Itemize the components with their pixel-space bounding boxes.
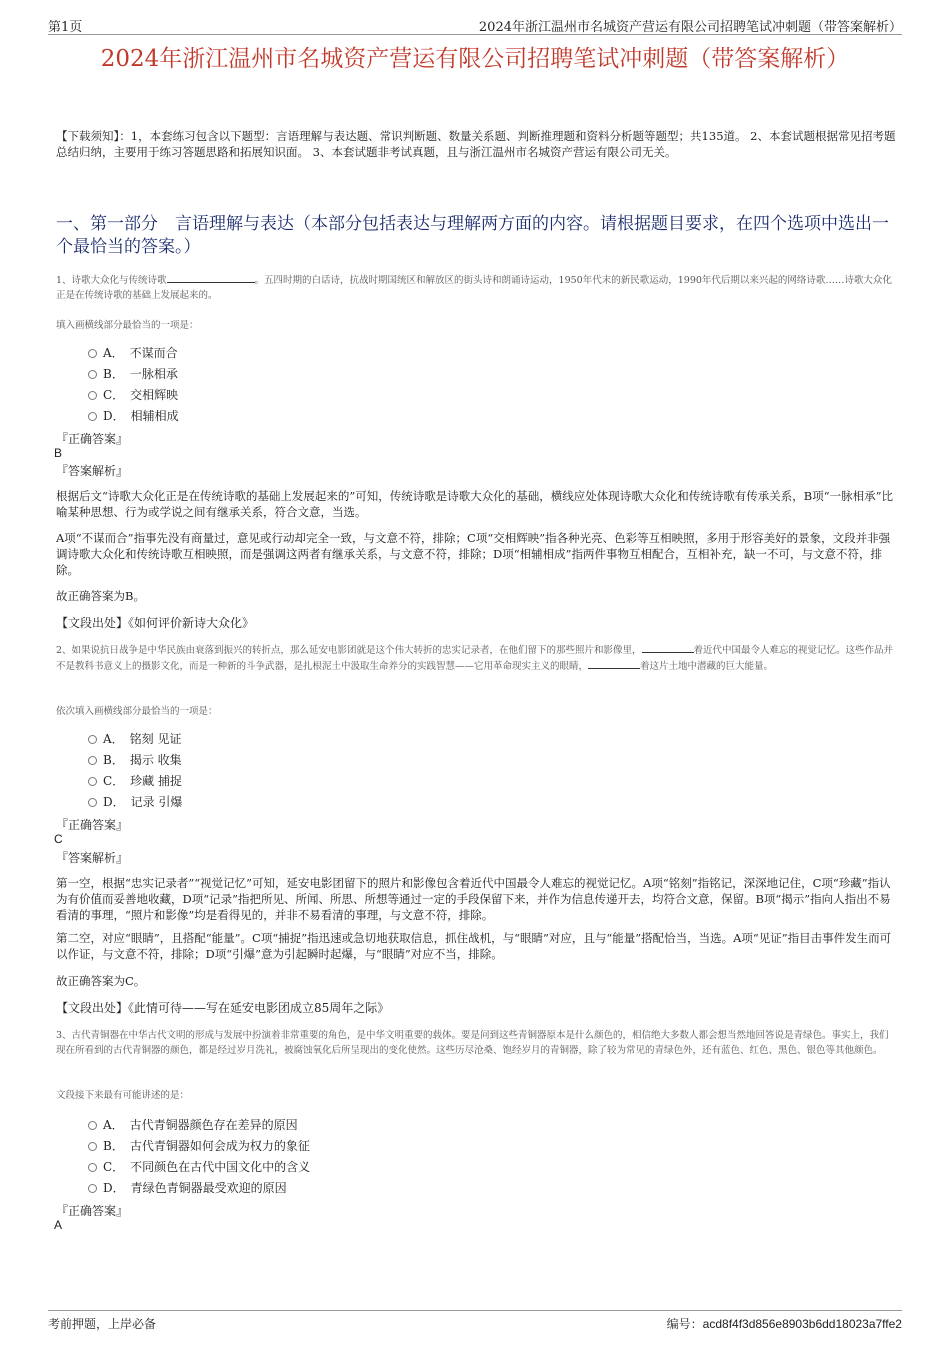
- q1-analysis-1: 根据后文“诗歌大众化正是在传统诗歌的基础上发展起来的”可知，传统诗歌是诗歌大众化的基础，横线应处体现诗歌大众化和传统诗歌有传承关系，B项“一脉相承”比喻某种思想、行为或学说之间有继承关系，符合文意，当选。: [56, 489, 893, 519]
- q1-option-b[interactable]: [88, 366, 178, 382]
- q2-analysis-1: 第一空，根据“忠实记录者”“视觉记忆”可知，延安电影团留下的照片和影像包含着近代中国最令人难忘的视觉记忆。A项“铭刻”指铭记，深深地记住，C项“珍藏”指认为有价值而妥善地收藏，D项“记录”指把所见、所闻、所思、所想等通过一定的手段保留下来，并作为信息传递开去，均符合文意，保留。B项“揭示”指向人指出不易看清的事理，“照片和影像”均是看得见的，并非不易看清的事理，与文意不符，排除。: [56, 876, 891, 922]
- radio-icon[interactable]: [88, 1184, 97, 1193]
- q2-option-c[interactable]: [88, 773, 182, 789]
- footer-slogan: 考前押题，上岸必备: [48, 1317, 157, 1331]
- answer-label: 『正确答案』: [56, 1204, 129, 1218]
- page-footer: [48, 1310, 902, 1331]
- download-notice: 【下载须知】：1，本套练习包含以下题型：言语理解与表达题、常识判断题、数量关系题、判断推理题和资料分析题等题型；共135道。 2、本套试题根据常见招考题总结归纳，主要用于练习答题思路和拓展知识面。 3、本套试题非考试真题，且与浙江温州市名城资产营运有限公司无关。: [56, 129, 896, 159]
- analysis-label: 『答案解析』: [56, 464, 129, 478]
- q1-answer: B: [54, 446, 63, 460]
- question-1-blank: [167, 272, 255, 283]
- q1-option-c[interactable]: [88, 387, 178, 403]
- q3-answer: A: [54, 1218, 63, 1232]
- option-label: B． 古代青铜器如何会成为权力的象征: [103, 1139, 310, 1153]
- option-label: D． 记录 引爆: [103, 795, 183, 809]
- page-header: [48, 14, 902, 35]
- option-label: A． 古代青铜器颜色存在差异的原因: [103, 1118, 298, 1132]
- q1-analysis-2: A项“不谋而合”指事先没有商量过，意见或行动却完全一致，与文意不符，排除；C项“交相辉映”指各种光亮、色彩等互相映照，多用于形容美好的景象，文段并非强调诗歌大众化和传统诗歌互相映照，而是强调这两者有继承关系，与文意不符，排除；D项“相辅相成”指两件事物互相配合，互相补充，缺一不可，与文意不符，排除。: [56, 531, 891, 577]
- q1-analysis-3: 故正确答案为B。: [56, 589, 145, 603]
- option-label: B． 一脉相承: [103, 367, 178, 381]
- question-1-stem-start: 1、诗歌大众化与传统诗歌: [56, 275, 167, 286]
- radio-icon[interactable]: [88, 777, 97, 786]
- q1-option-d[interactable]: [88, 408, 179, 424]
- question-3-prompt: 文段接下来最有可能讲述的是：: [56, 1090, 190, 1101]
- radio-icon[interactable]: [88, 370, 97, 379]
- option-label: D． 青绿色青铜器最受欢迎的原因: [103, 1181, 287, 1195]
- option-label: A． 不谋而合: [103, 346, 178, 360]
- q3-option-a[interactable]: [88, 1117, 298, 1133]
- q2-answer: C: [54, 832, 63, 846]
- question-1-prompt: 填入画横线部分最恰当的一项是：: [56, 320, 199, 331]
- q2-option-a[interactable]: [88, 731, 181, 747]
- section-heading: 一、第一部分 言语理解与表达（本部分包括表达与理解两方面的内容。请根据题目要求，在四个选项中选出一个最恰当的答案。）: [56, 214, 889, 257]
- option-label: C． 交相辉映: [103, 388, 179, 402]
- question-2-stem-mid: 着近代中国最令人难忘的视觉记忆。这些作品并不是教科书意义上的摄影文化，而是一种新的斗争武器，是扎根泥土中汲取生命养分的实践智慧——它用革命现实主义的眼睛，: [56, 645, 894, 672]
- q3-option-b[interactable]: [88, 1138, 310, 1154]
- question-1-stem-end: 。五四时期的白话诗，抗战时期国统区和解放区的街头诗和朗诵诗运动，1950年代末的新民歌运动，1990年代后期以来兴起的网络诗歌……诗歌大众化正是在传统诗歌的基础上发展起来的。: [56, 275, 892, 301]
- document-title: 2024年浙江温州市名城资产营运有限公司招聘笔试冲刺题（带答案解析）: [100, 46, 850, 72]
- page-number: 第1页: [48, 20, 83, 35]
- answer-label: 『正确答案』: [56, 432, 129, 446]
- question-2-stem-start: 2、如果说抗日战争是中华民族由衰落到振兴的转折点，那么延安电影团就是这个伟大转折的忠实记录者，在他们留下的那些照片和影像里，: [56, 645, 642, 656]
- q3-option-d[interactable]: [88, 1180, 287, 1196]
- radio-icon[interactable]: [88, 756, 97, 765]
- analysis-label: 『答案解析』: [56, 851, 129, 865]
- q1-option-a[interactable]: [88, 345, 178, 361]
- question-2-prompt: 依次填入画横线部分最恰当的一项是：: [56, 706, 218, 717]
- question-2-blank-2: [588, 658, 640, 669]
- radio-icon[interactable]: [88, 798, 97, 807]
- q2-option-b[interactable]: [88, 752, 182, 768]
- radio-icon[interactable]: [88, 349, 97, 358]
- question-2-blank-1: [642, 642, 694, 653]
- question-1: [56, 272, 896, 303]
- radio-icon[interactable]: [88, 1163, 97, 1172]
- q2-analysis-3: 故正确答案为C。: [56, 974, 146, 988]
- question-2: [56, 642, 896, 674]
- answer-label: 『正确答案』: [56, 818, 129, 832]
- radio-icon[interactable]: [88, 391, 97, 400]
- option-label: C． 珍藏 捕捉: [103, 774, 182, 788]
- radio-icon[interactable]: [88, 1142, 97, 1151]
- option-label: A． 铭刻 见证: [103, 732, 182, 746]
- q1-source: 【文段出处】《如何评价新诗大众化》: [56, 616, 255, 630]
- q2-analysis-2: 第二空，对应“眼睛”，且搭配“能量”。C项“捕捉”指迅速或急切地获取信息，抓住战机，与“眼睛”对应，且与“能量”搭配恰当，当选。A项“见证”指目击事件发生而可以作证，与文意不符，排除；D项“引爆”意为引起瞬时起爆，与“眼睛”对应不当，排除。: [56, 931, 892, 961]
- question-3: 3、古代青铜器在中华古代文明的形成与发展中扮演着非常重要的角色，是中华文明重要的载体。要是问到这些青铜器原本是什么颜色的，相信绝大多数人都会想当然地回答说是青绿色。事实上，我们现在所看到的古代青铜器的颜色，都是经过岁月洗礼，被腐蚀氧化后所呈现出的变化使然。这些历尽沧桑、饱经岁月的青铜器，除了较为常见的青绿色外，还有蓝色、红色、黑色、银色等其他颜色。: [56, 1030, 889, 1056]
- question-2-stem-end: 着这片土地中潜藏的巨大能量。: [640, 661, 774, 672]
- radio-icon[interactable]: [88, 735, 97, 744]
- q2-option-d[interactable]: [88, 794, 182, 810]
- header-doc-title: 2024年浙江温州市名城资产营运有限公司招聘笔试冲刺题（带答案解析）: [478, 20, 902, 35]
- q2-source: 【文段出处】《此情可待——写在延安电影团成立85周年之际》: [56, 1001, 390, 1015]
- footer-document-id: 编号：acd8f4f3d856e8903b6dd18023a7ffe2: [666, 1317, 902, 1331]
- radio-icon[interactable]: [88, 1121, 97, 1130]
- option-label: C． 不同颜色在古代中国文化中的含义: [103, 1160, 311, 1174]
- q3-option-c[interactable]: [88, 1159, 310, 1175]
- option-label: B． 揭示 收集: [103, 753, 182, 767]
- option-label: D． 相辅相成: [103, 409, 179, 423]
- radio-icon[interactable]: [88, 412, 97, 421]
